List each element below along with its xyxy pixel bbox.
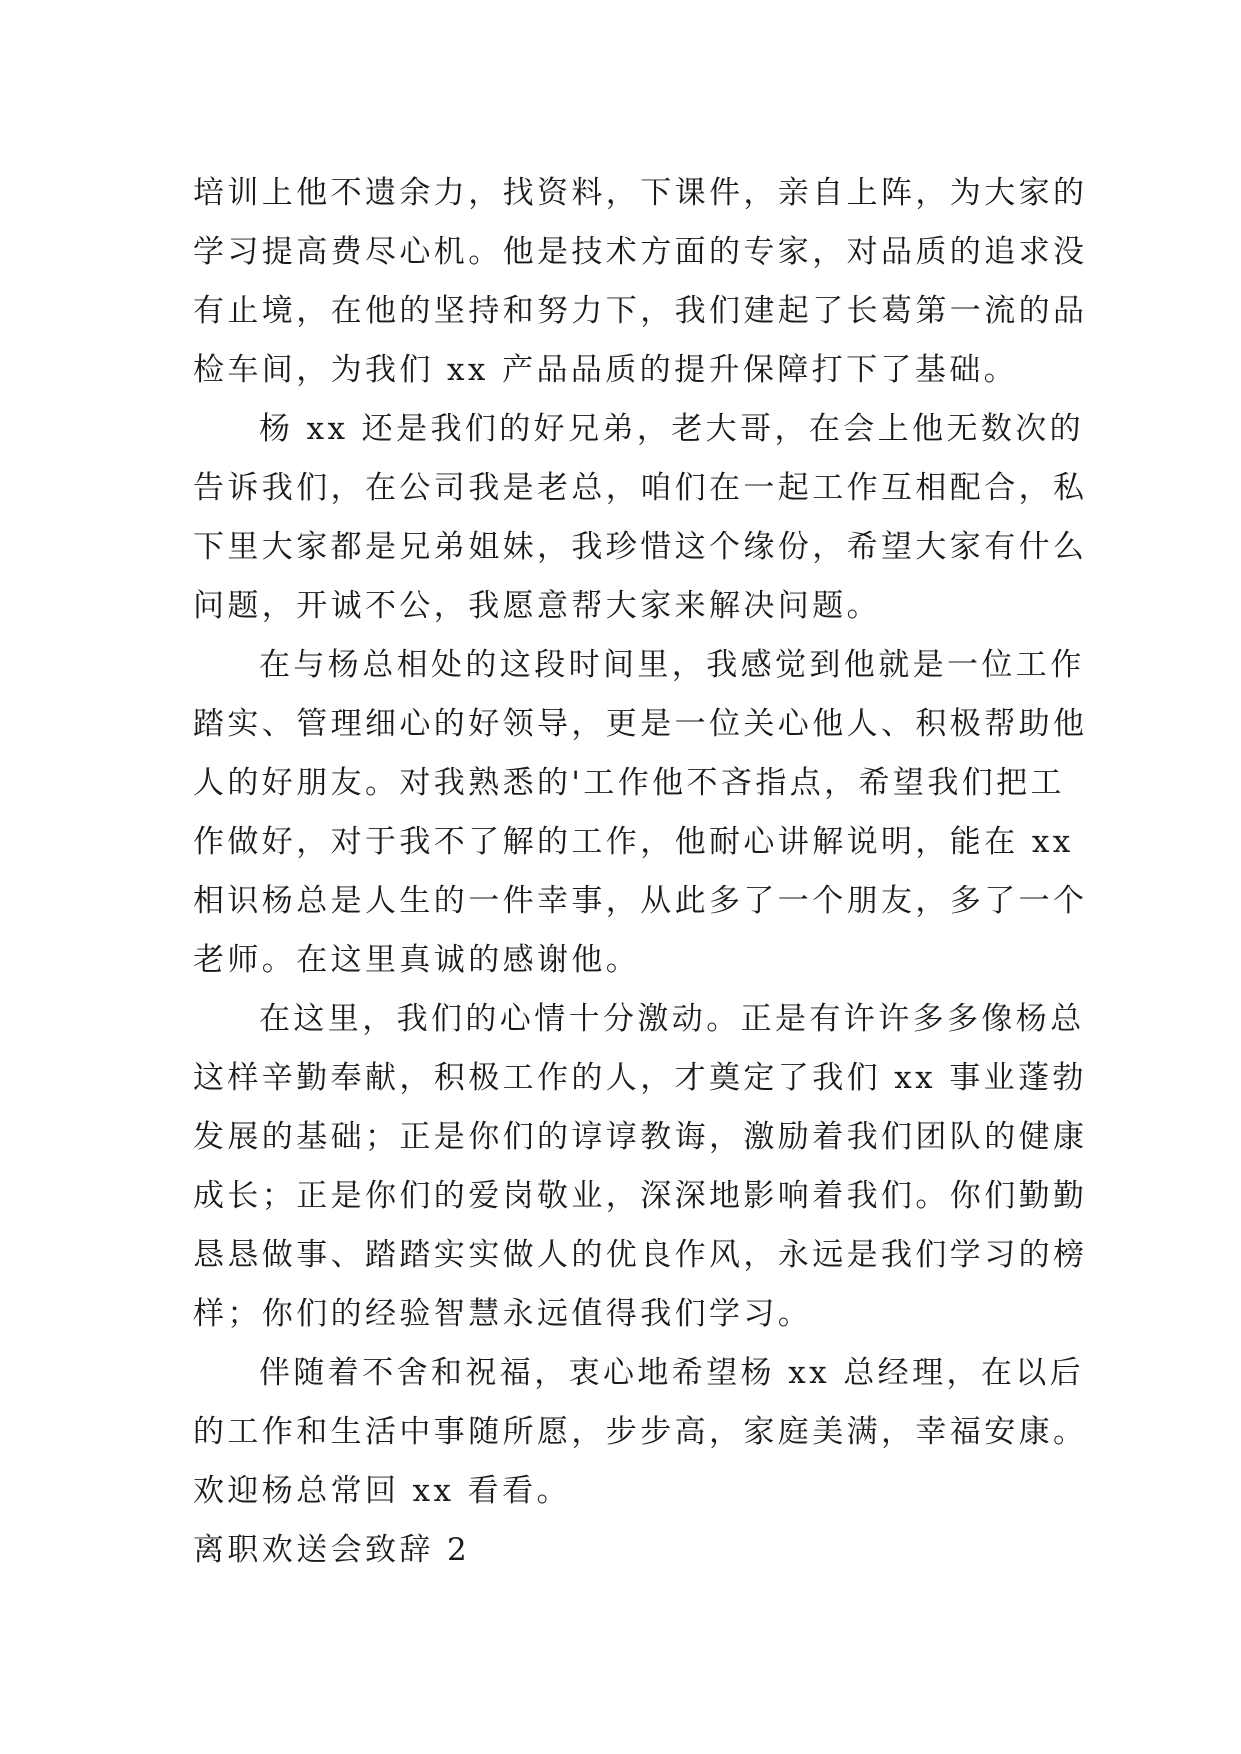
- text-line: 相识杨总是人生的一件幸事，从此多了一个朋友，多了一个: [193, 883, 1088, 919]
- document-body: [193, 164, 1088, 1580]
- text-line: 人的好朋友。对我熟悉的'工作他不吝指点，希望我们把工: [193, 765, 1065, 801]
- text-line: 老师。在这里真诚的感谢他。: [193, 942, 641, 978]
- text-line: 作做好，对于我不了解的工作，他耐心讲解说明，能在 xx: [193, 824, 1074, 860]
- text-line: 问题，开诚不公，我愿意帮大家来解决问题。: [193, 588, 881, 624]
- text-line: 培训上他不遗余力，找资料，下课件，亲自上阵，为大家的: [193, 175, 1088, 211]
- text-line: 踏实、管理细心的好领导，更是一位关心他人、积极帮助他: [193, 706, 1088, 742]
- text-line: 样；你们的经验智慧永远值得我们学习。: [193, 1296, 813, 1332]
- text-line: 杨 xx 还是我们的好兄弟，老大哥，在会上他无数次的: [259, 411, 1085, 447]
- text-line: 学习提高费尽心机。他是技术方面的专家，对品质的追求没: [193, 234, 1088, 270]
- text-line: 告诉我们，在公司我是老总，咱们在一起工作互相配合，私: [193, 470, 1088, 506]
- text-line: 检车间，为我们 xx 产品品质的提升保障打下了基础。: [193, 352, 1019, 388]
- text-line: 在这里，我们的心情十分激动。正是有许许多多像杨总: [259, 1001, 1085, 1037]
- section-heading: 离职欢送会致辞 2: [193, 1532, 471, 1568]
- text-line: 伴随着不舍和祝福，衷心地希望杨 xx 总经理，在以后: [259, 1355, 1085, 1391]
- text-line: 发展的基础；正是你们的谆谆教诲，激励着我们团队的健康: [193, 1119, 1088, 1155]
- text-line: 恳恳做事、踏踏实实做人的优良作风，永远是我们学习的榜: [193, 1237, 1088, 1273]
- text-line: 下里大家都是兄弟姐妹，我珍惜这个缘份，希望大家有什么: [193, 529, 1088, 565]
- text-line: 有止境，在他的坚持和努力下，我们建起了长葛第一流的品: [193, 293, 1088, 329]
- text-line: 成长；正是你们的爱岗敬业，深深地影响着我们。你们勤勤: [193, 1178, 1088, 1214]
- text-line: 的工作和生活中事随所愿，步步高，家庭美满，幸福安康。: [193, 1414, 1088, 1450]
- text-line: 欢迎杨总常回 xx 看看。: [193, 1473, 571, 1509]
- text-line: 这样辛勤奉献，积极工作的人，才奠定了我们 xx 事业蓬勃: [193, 1060, 1087, 1096]
- text-line: 在与杨总相处的这段时间里，我感觉到他就是一位工作: [259, 647, 1085, 683]
